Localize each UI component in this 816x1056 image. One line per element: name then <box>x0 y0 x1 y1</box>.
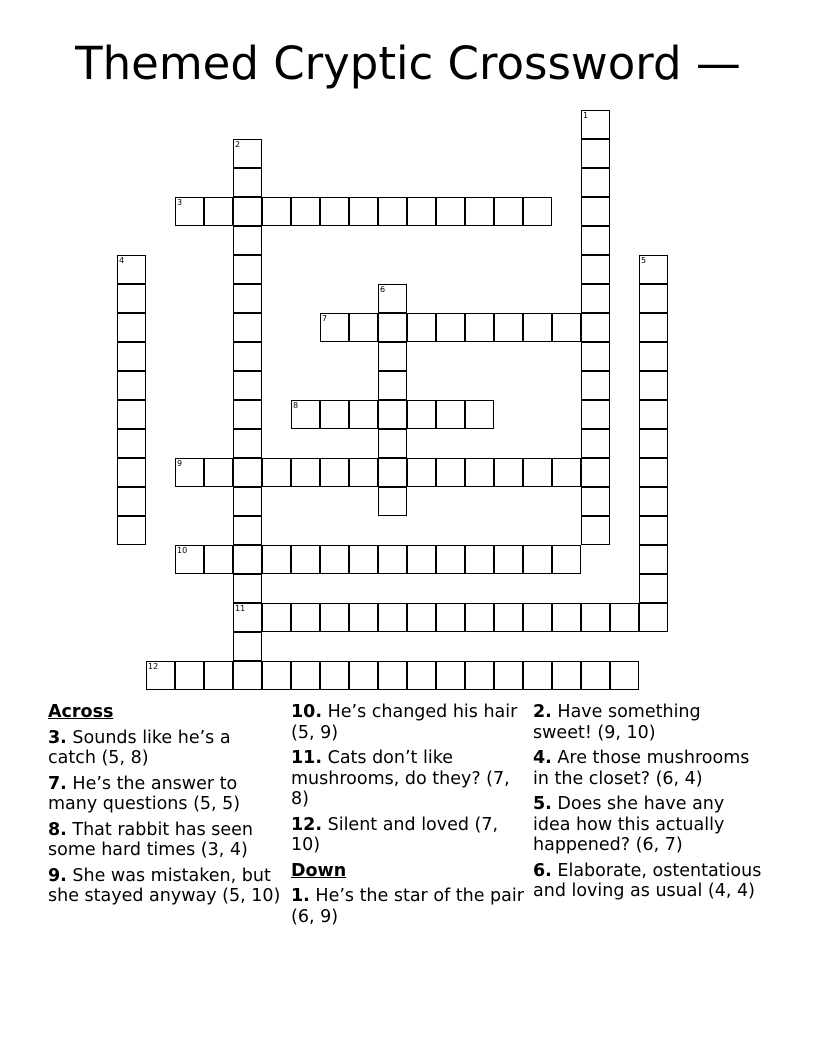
grid-cell[interactable] <box>639 284 668 313</box>
grid-cell[interactable] <box>117 429 146 458</box>
grid-cell[interactable] <box>262 603 291 632</box>
grid-cell[interactable] <box>262 197 291 226</box>
grid-cell[interactable] <box>581 110 610 139</box>
grid-cell[interactable] <box>581 603 610 632</box>
grid-cell[interactable] <box>639 313 668 342</box>
grid-cell[interactable] <box>233 139 262 168</box>
clue-across-7: 7. He’s the answer to many questions (5, 5) <box>48 773 241 814</box>
grid-cell[interactable] <box>407 313 436 342</box>
grid-cell[interactable] <box>581 429 610 458</box>
grid-cell[interactable] <box>117 284 146 313</box>
clues-column-2 <box>291 702 527 932</box>
clue-across-9: 9. She was mistaken, but she stayed anyway (5, 10) <box>48 865 281 906</box>
grid-cell[interactable] <box>117 255 146 284</box>
grid-cell[interactable] <box>436 458 465 487</box>
grid-cell[interactable] <box>465 458 494 487</box>
grid-cell[interactable] <box>494 197 523 226</box>
grid-cell[interactable] <box>436 197 465 226</box>
grid-cell[interactable] <box>465 603 494 632</box>
grid-cell[interactable] <box>610 661 639 690</box>
grid-cell[interactable] <box>552 661 581 690</box>
grid-cell[interactable] <box>378 661 407 690</box>
grid-cell[interactable] <box>581 400 610 429</box>
grid-cell[interactable] <box>581 661 610 690</box>
clue-down-5: 5. Does she have any idea how this actually happened? (6, 7) <box>533 794 725 855</box>
grid-cell[interactable] <box>552 313 581 342</box>
grid-cell[interactable] <box>639 429 668 458</box>
grid-cell[interactable] <box>552 545 581 574</box>
grid-cell[interactable] <box>378 197 407 226</box>
grid-cell[interactable] <box>639 603 668 632</box>
cell-number: 9 <box>177 459 183 468</box>
grid-cell[interactable] <box>233 342 262 371</box>
grid-cell[interactable] <box>465 400 494 429</box>
grid-cell[interactable] <box>378 603 407 632</box>
grid-cell[interactable] <box>262 458 291 487</box>
grid-cell[interactable] <box>320 197 349 226</box>
clue-down-1: 1. He’s the star of the pair (6, 9) <box>291 886 524 927</box>
grid-cell[interactable] <box>581 313 610 342</box>
grid-cell[interactable] <box>639 574 668 603</box>
grid-cell[interactable] <box>349 661 378 690</box>
grid-cell[interactable] <box>378 342 407 371</box>
grid-cell[interactable] <box>523 458 552 487</box>
grid-cell[interactable] <box>407 545 436 574</box>
clue-down-4: 4. Are those mushrooms in the closet? (6, 4) <box>533 748 750 789</box>
cell-number: 10 <box>177 546 188 555</box>
grid-cell[interactable] <box>204 661 233 690</box>
grid-cell[interactable] <box>233 168 262 197</box>
clue-across-12: 12. Silent and loved (7, 10) <box>291 814 499 855</box>
clue-down-6: 6. Elaborate, ostentatious and loving as usual (4, 4) <box>533 860 762 901</box>
grid-cell[interactable] <box>291 603 320 632</box>
grid-cell[interactable] <box>262 545 291 574</box>
grid-cell[interactable] <box>610 603 639 632</box>
grid-cell[interactable] <box>494 661 523 690</box>
grid-cell[interactable] <box>320 661 349 690</box>
grid-cell[interactable] <box>291 458 320 487</box>
grid-cell[interactable] <box>523 313 552 342</box>
grid-cell[interactable] <box>320 458 349 487</box>
grid-cell[interactable] <box>378 284 407 313</box>
cell-number: 5 <box>641 256 647 265</box>
grid-cell[interactable] <box>552 603 581 632</box>
grid-cell[interactable] <box>378 545 407 574</box>
grid-cell[interactable] <box>378 313 407 342</box>
grid-cell[interactable] <box>349 313 378 342</box>
grid-cell[interactable] <box>117 516 146 545</box>
cell-number: 2 <box>235 140 241 149</box>
grid-cell[interactable] <box>378 429 407 458</box>
clue-down-2: 2. Have something sweet! (9, 10) <box>533 702 701 743</box>
grid-cell[interactable] <box>117 313 146 342</box>
grid-cell[interactable] <box>552 458 581 487</box>
grid-cell[interactable] <box>407 458 436 487</box>
grid-cell[interactable] <box>465 545 494 574</box>
grid-cell[interactable] <box>233 429 262 458</box>
grid-cell[interactable] <box>436 400 465 429</box>
grid-cell[interactable] <box>233 545 262 574</box>
grid-cell[interactable] <box>204 197 233 226</box>
clue-across-10: 10. He’s changed his hair (5, 9) <box>291 702 518 743</box>
grid-cell[interactable] <box>233 255 262 284</box>
grid-cell[interactable] <box>639 458 668 487</box>
grid-cell[interactable] <box>494 458 523 487</box>
clue-across-3: 3. Sounds like he’s a catch (5, 8) <box>48 727 231 768</box>
grid-cell[interactable] <box>204 458 233 487</box>
grid-cell[interactable] <box>233 197 262 226</box>
grid-cell[interactable] <box>581 516 610 545</box>
grid-cell[interactable] <box>291 197 320 226</box>
grid-cell[interactable] <box>465 313 494 342</box>
grid-cell[interactable] <box>581 342 610 371</box>
cell-number: 11 <box>235 604 246 613</box>
grid-cell[interactable] <box>407 603 436 632</box>
grid-cell[interactable] <box>639 255 668 284</box>
grid-cell[interactable] <box>233 661 262 690</box>
grid-cell[interactable] <box>320 603 349 632</box>
across-heading: Across <box>48 702 114 722</box>
grid-cell[interactable] <box>117 342 146 371</box>
grid-cell[interactable] <box>581 487 610 516</box>
grid-cell[interactable] <box>639 516 668 545</box>
cell-number: 8 <box>293 401 299 410</box>
grid-cell[interactable] <box>378 487 407 516</box>
grid-cell[interactable] <box>146 661 175 690</box>
grid-cell[interactable] <box>436 603 465 632</box>
grid-cell[interactable] <box>581 458 610 487</box>
grid-cell[interactable] <box>378 400 407 429</box>
grid-cell[interactable] <box>581 226 610 255</box>
grid-cell[interactable] <box>639 487 668 516</box>
grid-cell[interactable] <box>581 255 610 284</box>
grid-cell[interactable] <box>639 400 668 429</box>
grid-cell[interactable] <box>291 545 320 574</box>
cell-number: 6 <box>380 285 386 294</box>
grid-cell[interactable] <box>378 458 407 487</box>
grid-cell[interactable] <box>465 197 494 226</box>
grid-cell[interactable] <box>233 371 262 400</box>
grid-cell[interactable] <box>175 458 204 487</box>
grid-cell[interactable] <box>407 197 436 226</box>
grid-cell[interactable] <box>233 632 262 661</box>
grid-cell[interactable] <box>262 661 291 690</box>
grid-cell[interactable] <box>581 139 610 168</box>
page-title: Themed Cryptic Crossword — <box>75 37 741 90</box>
grid-cell[interactable] <box>494 545 523 574</box>
grid-cell[interactable] <box>523 545 552 574</box>
grid-cell[interactable] <box>320 313 349 342</box>
grid-cell[interactable] <box>494 603 523 632</box>
cell-number: 1 <box>583 111 589 120</box>
grid-cell[interactable] <box>233 458 262 487</box>
grid-cell[interactable] <box>523 197 552 226</box>
grid-cell[interactable] <box>175 661 204 690</box>
grid-cell[interactable] <box>175 197 204 226</box>
grid-cell[interactable] <box>639 342 668 371</box>
grid-cell[interactable] <box>291 400 320 429</box>
grid-cell[interactable] <box>233 516 262 545</box>
grid-cell[interactable] <box>407 661 436 690</box>
grid-cell[interactable] <box>233 487 262 516</box>
grid-cell[interactable] <box>639 371 668 400</box>
grid-cell[interactable] <box>349 400 378 429</box>
grid-cell[interactable] <box>494 313 523 342</box>
cell-number: 3 <box>177 198 183 207</box>
grid-cell[interactable] <box>233 226 262 255</box>
grid-cell[interactable] <box>436 545 465 574</box>
grid-cell[interactable] <box>349 603 378 632</box>
clues-column-3 <box>533 702 765 907</box>
grid-cell[interactable] <box>233 284 262 313</box>
grid-cell[interactable] <box>407 400 436 429</box>
grid-cell[interactable] <box>436 661 465 690</box>
down-heading: Down <box>291 860 347 881</box>
grid-cell[interactable] <box>117 458 146 487</box>
grid-cell[interactable] <box>581 168 610 197</box>
grid-cell[interactable] <box>523 661 552 690</box>
cell-number: 7 <box>322 314 328 323</box>
clues-column-1 <box>48 702 284 912</box>
clue-across-8: 8. That rabbit has seen some hard times (3, 4) <box>48 819 253 860</box>
grid-cell[interactable] <box>378 371 407 400</box>
clue-across-11: 11. Cats don’t like mushrooms, do they? (7, 8) <box>291 748 510 809</box>
grid-cell[interactable] <box>581 197 610 226</box>
cell-number: 4 <box>119 256 125 265</box>
grid-cell[interactable] <box>320 545 349 574</box>
grid-cell[interactable] <box>349 197 378 226</box>
grid-cell[interactable] <box>581 371 610 400</box>
grid-cell[interactable] <box>320 400 349 429</box>
grid-cell[interactable] <box>233 574 262 603</box>
grid-cell[interactable] <box>233 400 262 429</box>
grid-cell[interactable] <box>117 487 146 516</box>
grid-cell[interactable] <box>233 603 262 632</box>
grid-cell[interactable] <box>349 458 378 487</box>
grid-cell[interactable] <box>349 545 378 574</box>
cell-number: 12 <box>148 662 159 671</box>
grid-cell[interactable] <box>436 313 465 342</box>
grid-cell[interactable] <box>117 371 146 400</box>
grid-cell[interactable] <box>291 661 320 690</box>
grid-cell[interactable] <box>465 661 494 690</box>
grid-cell[interactable] <box>581 284 610 313</box>
grid-cell[interactable] <box>523 603 552 632</box>
grid-cell[interactable] <box>639 545 668 574</box>
grid-cell[interactable] <box>117 400 146 429</box>
grid-cell[interactable] <box>175 545 204 574</box>
grid-cell[interactable] <box>204 545 233 574</box>
grid-cell[interactable] <box>233 313 262 342</box>
